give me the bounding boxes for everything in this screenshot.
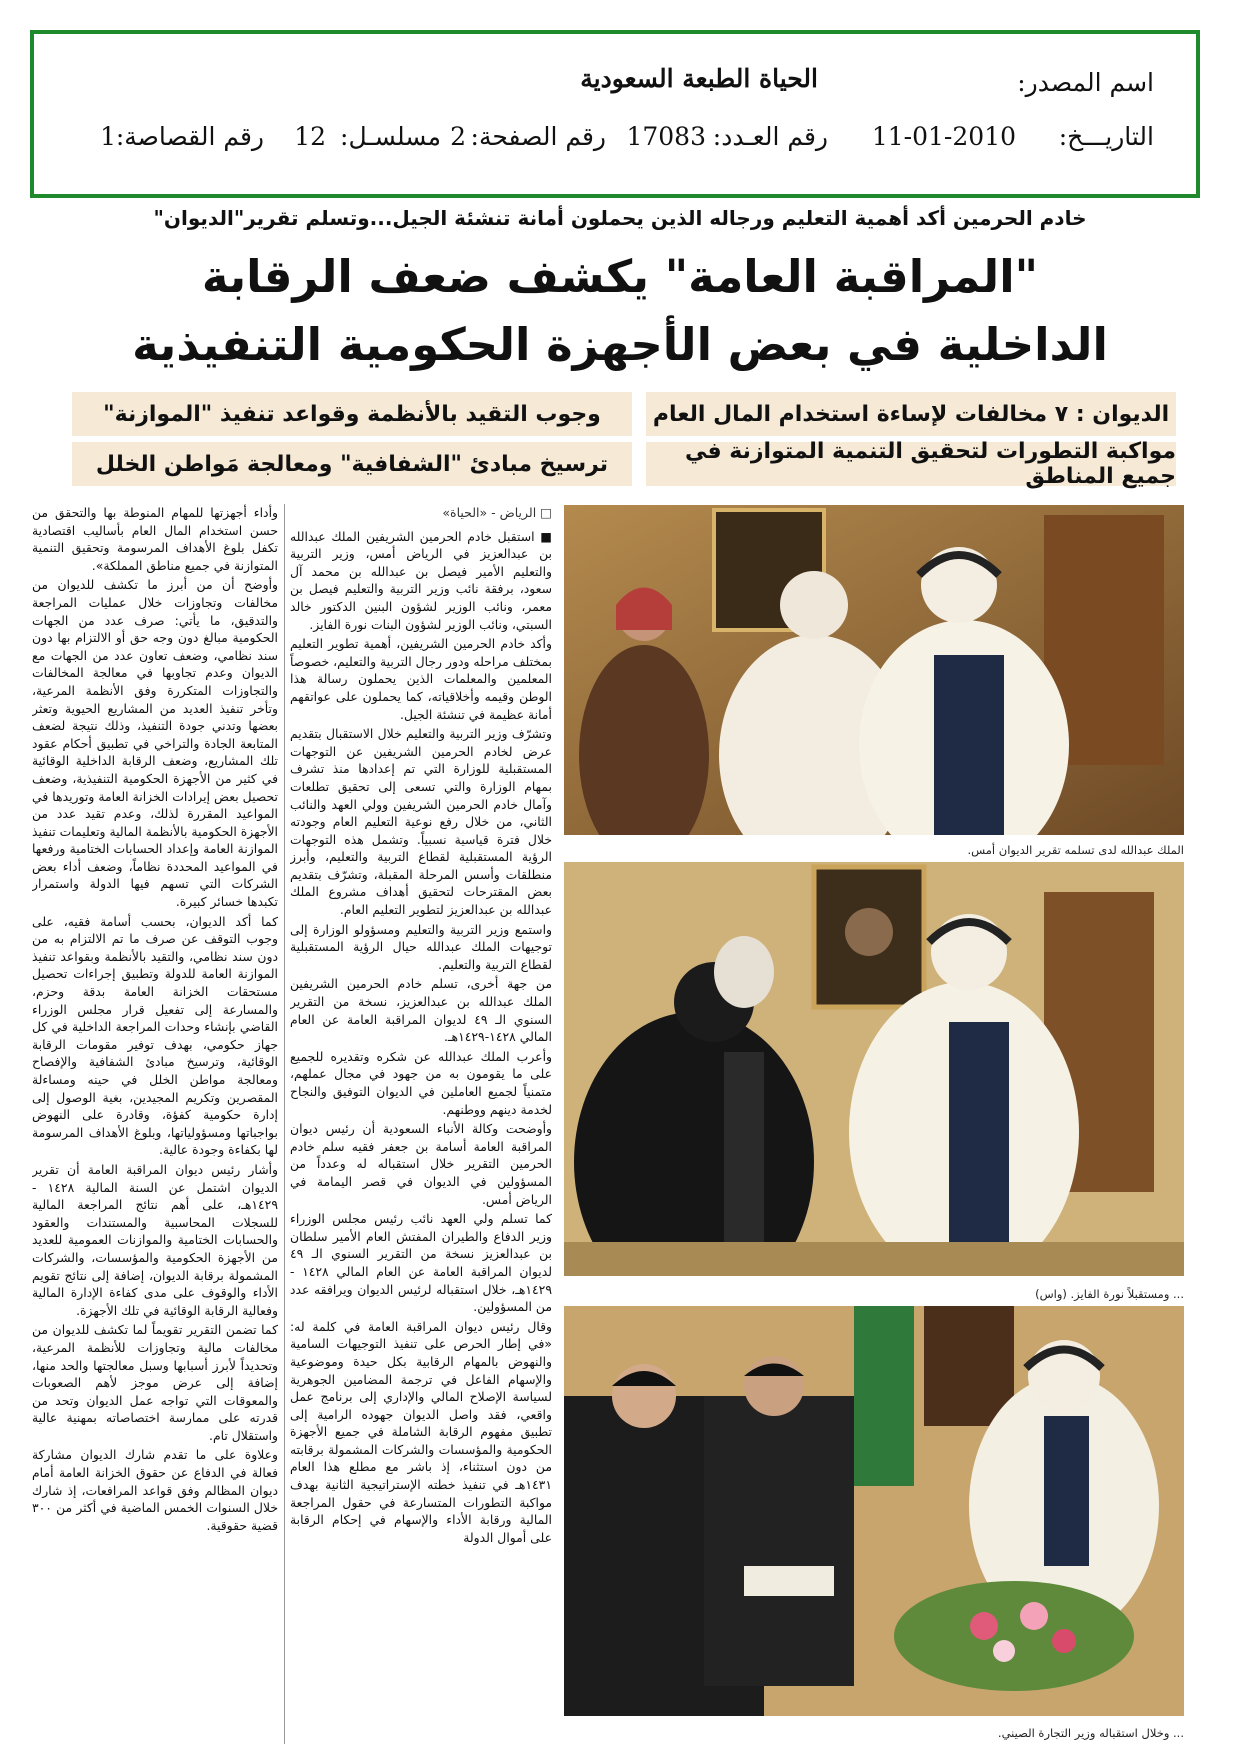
serial-label: مسلسـل: <box>340 122 441 151</box>
source-value: الحياة الطبعة السعودية <box>580 64 818 93</box>
serial-value: 12 <box>294 122 326 151</box>
paragraph: وأشار رئيس ديوان المراقبة العامة أن تقرير الديوان اشتمل عن السنة المالية ١٤٢٨ - ١٤٢٩هـ، على أهم نتائج المراجعة المالية للسجلات المحاسبية والمستندات والعقود والحسابات الختامية والموازنات العمومية للعديد من الأجهزة الحكومية والمؤسسات، والشركات المشمولة برقابة الديوان، إضافة إلى نتائج تقويم الأداء والوقوف على مدى كفاءة الإدارة المالية وفعالية الرقابة الوقائية في تلك الأجهزة. <box>32 1161 278 1318</box>
paragraph: كما أكد الديوان، بحسب أسامة فقيه، على وجوب التوقف عن صرف ما تم الالتزام به من دون سند نظامي، والتقيد بالأنظمة وبقواعد تنفيذ الموازنة العامة للدولة وتطبيق إجراءات تحصيل مستحقات الخزانة العامة بدقة وحزم، والمسارعة إلى تفعيل قرار مجلس الوزراء القاضي بإنشاء وحدات المراجعة الداخلية في كل جهاز حكومي، بهدف توفير مقومات الرقابة الوقائية، وترسيخ مبادئ الشفافية والإفصاح ومعالجة مواطن الخلل في حينه ومساءلة المقصرين وتكريم المجيدين، بغية الوصول إلى إدارة حكومية كفؤة، وقادرة على النهوض بواجباتها ومسؤولياتها، وبلوغ الأهداف المرسومة لها بكفاءة وجودة عالية. <box>32 913 278 1158</box>
paragraph: واستمع وزير التربية والتعليم ومسؤولو الوزارة إلى توجيهات الملك عبدالله حيال الرؤية المستقبلية لقطاع التربية والتعليم. <box>290 921 552 972</box>
paragraph: من جهة أخرى، تسلم خادم الحرمين الشريفين الملك عبدالله بن عبدالعزيز، نسخة من التقرير السنوي الـ ٤٩ لديوان المراقبة العامة عن العام المالي ١٤٢٨-١٤٢٩هـ. <box>290 976 552 1045</box>
subheadline-violations: الديوان : ٧ مخالفات لإساءة استخدام المال العام <box>646 392 1176 436</box>
paragraph: كما تضمن التقرير تقويماً لما تكشف للديوان من مخالفات مالية وتجاوزات للأنظمة المرعية، وتحديداً لأبرز أسبابها وسبل معالجتها والحد منها، إضافة إلى عرض موجز لأهم الصعوبات والمعوقات التي تواجه عمل الديوان وتحد من قدرته على ممارسة اختصاصاته بمهنية عالية واستقلال تام. <box>32 1322 278 1443</box>
main-headline-line1: "المراقبة العامة" يكشف ضعف الرقابة <box>201 250 1039 303</box>
photo-illustration <box>564 862 1184 1276</box>
issue-value: 17083 <box>626 122 706 151</box>
paragraph: وأعرب الملك عبدالله عن شكره وتقديره للجميع على ما يقومون به من جهود في مجال عملهم، متمنياً لجميع العاملين في الديوان التوفيق والنجاح لخدمة دينهم ووطنهم. <box>290 1048 552 1117</box>
paragraph: وأوضحت وكالة الأنباء السعودية أن رئيس ديوان المراقبة العامة أسامة بن جعفر فقيه سلم خادم الحرمين التقرير خلال استقباله له وعدداً من المسؤولين في الديوان في قصر اليمامة في الرياض أمس. <box>290 1121 552 1207</box>
clipping-info-box <box>30 30 1200 198</box>
paragraph: وأوضح أن من أبرز ما تكشف للديوان من مخالفات وتجاوزات خلال عمليات المراجعة والتدقيق، ما يأتي: صرف عدد من الجهات الحكومية مبالغ دون وجه حق أو الالتزام بها دون سند نظامي، وضعف تعاون عدد من الجهات مع الديوان وعدم تجاوبها في معالجة المخالفات والتجاوزات المتكررة وفق الأنظمة المرعية، وتأخر تنفيذ العديد من المشاريع الحيوية وتعثر بعضها وتدني جودة التنفيذ، وذلك نتيجة لضعف المتابعة الجادة والتراخي في تطبيق أحكام عقود تلك المشاريع، وضعف الرقابة الداخلية الوقائية في كثير من الأجهزة الحكومية التنفيذية، وضعف تحصيل بعض إيرادات الخزانة العامة وتوريدها في المواعيد المقررة لذلك، وعدم تقيد عدد من الأجهزة الحكومية بالأنظمة المالية وتعليمات تنفيذ الموازنة العامة وإعداد الحسابات الختامية ورفعها في المواعيد المحددة نظاماً، وضعف أداء بعض الشركات التي تسهم فيها الدولة واستمرار تكبدها خسائر كبيرة. <box>32 577 278 910</box>
photo-king-meets-chinese-minister <box>564 1306 1184 1716</box>
main-headline-line2: الداخلية في بعض الأجهزة الحكومية التنفيذية <box>132 318 1108 371</box>
kicker-headline: خادم الحرمين أكد أهمية التعليم ورجاله الذين يحملون أمانة تنشئة الجيل...وتسلم تقرير"الديوان" <box>153 206 1087 230</box>
photo-king-greets-official <box>564 862 1184 1276</box>
byline: □ الرياض - «الحياة» <box>442 505 552 520</box>
subheadline-transparency: ترسيخ مبادئ "الشفافية" ومعالجة مَواطن الخلل <box>72 442 632 486</box>
article-column-1 <box>290 504 552 1744</box>
paragraph: وتشرّف وزير التربية والتعليم خلال الاستقبال بتقديم عرض لخادم الحرمين الشريفين عن التوجهات المستقبلية للوزارة التي تم إعدادها منذ تشرف بمهام الوزارة والتي تسعى إلى تحقيق تطلعات وآمال خادم الحرمين الشريفين وولي العهد والنائب الثاني، من خلال رفع نوعية التعليم العام وجودته خلال فترة قياسية نسبياً. وتشمل هذه التوجهات الرؤية المستقبلية لقطاع التربية والتعليم، وأبرز منطلقات وأسس المرحلة المقبلة، وتشرّف بتقديم بعض المقترحات لتحقيق أهداف مشروع الملك عبدالله بن عبدالعزيز لتطوير التعليم العام. <box>290 726 552 918</box>
clip-value: 1 <box>100 122 116 151</box>
clip-label: رقم القصاصة: <box>115 122 264 151</box>
paragraph: ■ استقبل خادم الحرمين الشريفين الملك عبدالله بن عبدالعزيز في الرياض أمس، وزير التربية والتعليم الأمير فيصل بن عبدالله بن محمد آل سعود، برفقة نائب وزير التربية والتعليم فيصل بن معمر، ونائب الوزير لشؤون البنين الدكتور خالد السبتي، ونائب الوزير لشؤون البنات نورة الفايز. <box>290 528 552 632</box>
paragraph: وأكد خادم الحرمين الشريفين، أهمية تطوير التعليم بمختلف مراحله ودور رجال التربية والتعليم، خصوصاً المعلمين والمعلمات الذين يحملون رسالة هذا الوطن وقيمه وأخلاقياته، كما يحملون على عواتقهم أمانة عظيمة في تنشئة الجيل. <box>290 636 552 722</box>
paragraph: وقال رئيس ديوان المراقبة العامة في كلمة له: «في إطار الحرص على تنفيذ التوجيهات السامية والنهوض بالمهام الرقابية بكل حيدة وموضوعية والإسهام الفاعل في ترجمة المضامين الجوهرية لسياسة الإصلاح المالي والإداري إلى برنامج عمل واقعي، فقد واصل الديوان جهوده الرامية إلى تطبيق مفهوم الرقابة الشاملة في جميع الأجهزة الحكومية والمؤسسات والشركات المشمولة برقابته من دون استثناء، إذ باشر مع مطلع هذا العام ١٤٣١هـ في تنفيذ خطته الإستراتيجية الثانية بهدف مواكبة التطورات المتسارعة في حقول المراجعة المالية ورقابة الأداء والإسهام في إحكام الرقابة على أموال الدولة <box>290 1318 552 1545</box>
column-divider <box>284 504 285 1744</box>
clipping-details-row <box>34 122 1196 162</box>
date-label: التاريـــخ: <box>1058 122 1154 151</box>
paragraph: كما تسلم ولي العهد نائب رئيس مجلس الوزراء وزير الدفاع والطيران المفتش العام الأمير سلطان بن عبدالعزيز نسخة من التقرير السنوي الـ ٤٩ لديوان المراقبة العامة عن العام المالي ١٤٢٨ - ١٤٢٩هـ، خلال استقباله لرئيس الديوان ويرافقه عدد من المسؤولين. <box>290 1211 552 1315</box>
photo-illustration <box>564 1306 1184 1716</box>
photo-king-receives-report <box>564 505 1184 835</box>
subheadline-budget-rules: وجوب التقيد بالأنظمة وقواعد تنفيذ "الموازنة" <box>72 392 632 436</box>
date-value: 11-01-2010 <box>871 122 1016 151</box>
photo-caption: ... وخلال استقباله وزير التجارة الصيني. <box>997 1726 1184 1740</box>
subheadline-balanced-development: مواكبة التطورات لتحقيق التنمية المتوازنة في جميع المناطق <box>646 442 1176 486</box>
photo-caption: ... ومستقبلاً نورة الفايز. (واس) <box>1035 1287 1184 1301</box>
issue-label: رقم العـدد: <box>712 122 828 151</box>
paragraph: وأداء أجهزتها للمهام المنوطة بها والتحقق من حسن استخدام المال العام بأساليب اقتصادية تكفل بلوغ الأهداف المرسومة وتحقيق التنمية المتوازنة في جميع مناطق المملكة». <box>32 505 278 573</box>
page-value: 2 <box>450 122 466 151</box>
photo-illustration <box>564 505 1184 835</box>
article-column-2 <box>32 504 278 1744</box>
source-label: اسم المصدر: <box>1017 68 1154 97</box>
paragraph: وعلاوة على ما تقدم شارك الديوان مشاركة فعالة في الدفاع عن حقوق الخزانة العامة أمام ديوان المظالم وفق قواعد المرافعات، إذ شارك خلال السنوات الخمس الماضية في أكثر من ٣٠٠ قضية حقوقية. <box>32 1447 278 1533</box>
photo-caption: الملك عبدالله لدى تسلمه تقرير الديوان أمس. <box>967 843 1184 857</box>
page-label: رقم الصفحة: <box>470 122 606 151</box>
